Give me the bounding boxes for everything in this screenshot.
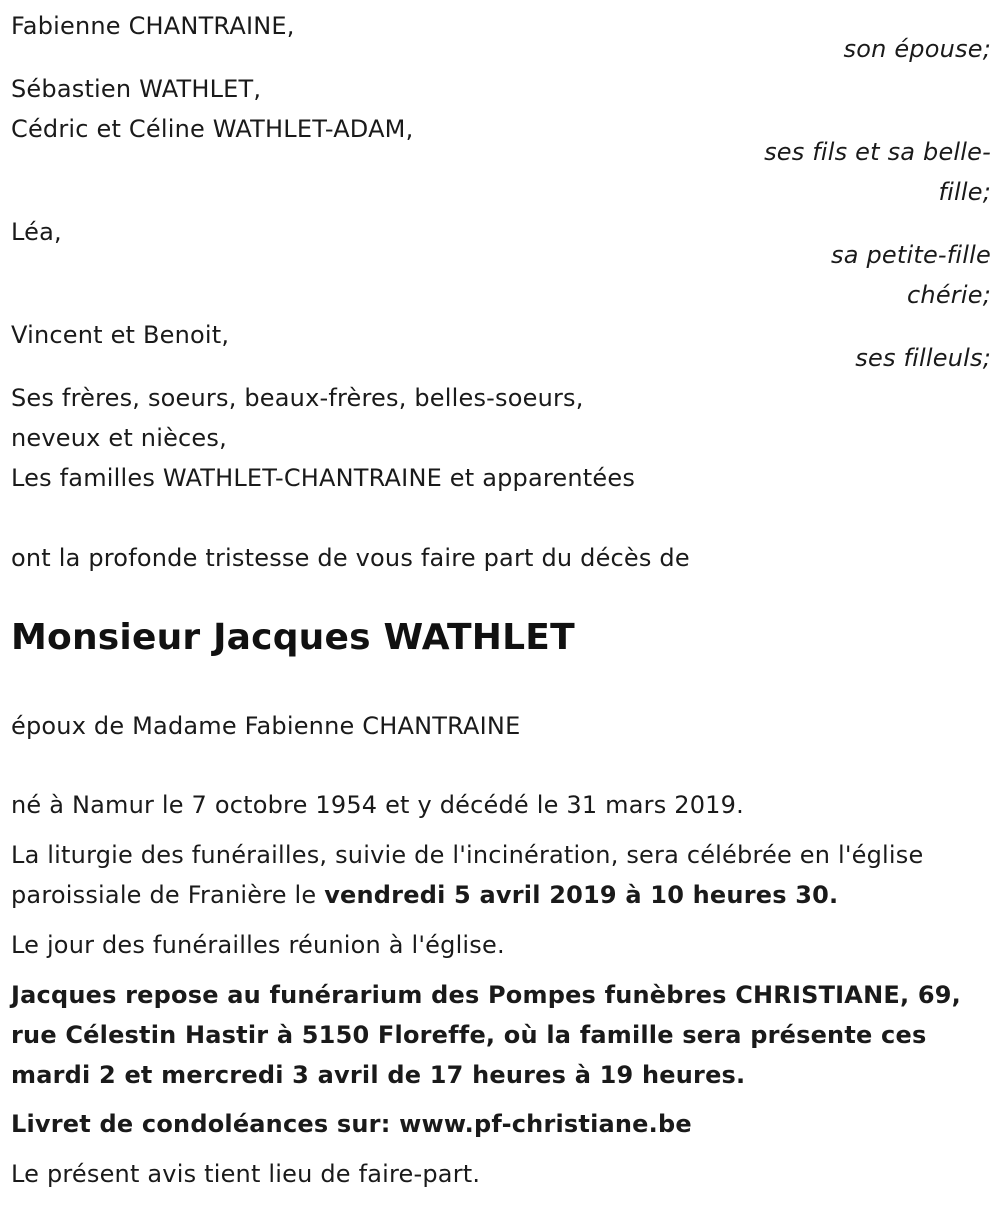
birth-death-dates: né à Namur le 7 octobre 1954 et y décédé le 31 mars 2019. — [11, 791, 744, 819]
sons-role-line2: fille; — [938, 178, 991, 206]
son-name: Sébastien WATHLET, — [11, 75, 262, 103]
funerarium-paragraph: Jacques repose au funérarium des Pompes funèbres CHRISTIANE, 69, rue Célestin Hastir à 5150 Floreffe, où la famille sera présente ces mardi 2 et mercredi 3 avril de 17 heures à 19 heures. — [11, 981, 961, 1089]
announcement-intro: ont la profonde tristesse de vous faire part du décès de — [11, 544, 690, 572]
son-couple-name: Cédric et Céline WATHLET-ADAM, — [11, 115, 414, 143]
gathering-note: Le jour des funérailles réunion à l'église. — [11, 931, 505, 959]
deceased-name: Monsieur Jacques WATHLET — [11, 617, 575, 658]
godsons-names: Vincent et Benoit, — [11, 321, 230, 349]
condolences-link[interactable]: Livret de condoléances sur: www.pf-christiane.be — [11, 1110, 692, 1138]
godsons-role: ses filleuls; — [855, 344, 991, 372]
wife-role: son épouse; — [843, 35, 991, 63]
families-line: Les familles WATHLET-CHANTRAINE et apparentées — [11, 464, 636, 492]
liturgy-paragraph — [11, 835, 991, 915]
granddaughter-role-line1: sa petite-fille — [831, 241, 991, 269]
siblings-line2: neveux et nièces, — [11, 424, 227, 452]
granddaughter-role-line2: chérie; — [907, 281, 991, 309]
siblings-line1: Ses frères, soeurs, beaux-frères, belles-soeurs, — [11, 384, 584, 412]
granddaughter-name: Léa, — [11, 218, 62, 246]
spouse-of: époux de Madame Fabienne CHANTRAINE — [11, 712, 521, 740]
notice-footer: Le présent avis tient lieu de faire-part. — [11, 1160, 481, 1188]
liturgy-date: vendredi 5 avril 2019 à 10 heures 30. — [324, 881, 839, 909]
wife-name: Fabienne CHANTRAINE, — [11, 12, 295, 40]
sons-role-line1: ses fils et sa belle- — [764, 138, 991, 166]
liturgy-text: La liturgie des funérailles, suivie de l'incinération, sera célébrée en l'église paroissiale de Franière le — [11, 841, 924, 909]
